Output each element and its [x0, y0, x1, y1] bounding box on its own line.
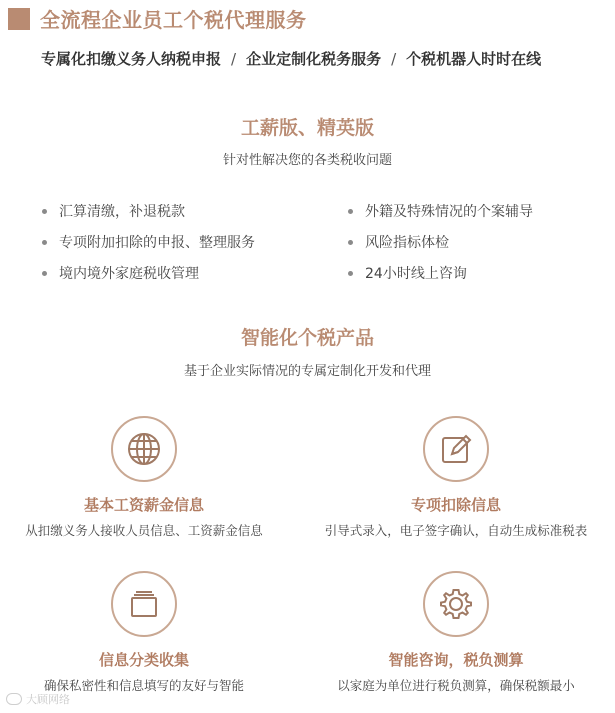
globe-icon — [111, 416, 177, 482]
feature-title: 智能咨询，税负测算 — [388, 651, 524, 669]
subtitle-part-3: 个税机器人时时在线 — [406, 50, 542, 68]
feature-description: 从扣缴义务人接收人员信息、工资薪金信息 — [25, 523, 263, 538]
feature-title: 信息分类收集 — [98, 651, 189, 669]
subtitle-separator: / — [231, 50, 237, 68]
list-item — [348, 196, 533, 227]
section1-subtitle: 针对性解决您的各类税收问题 — [222, 153, 392, 168]
gear-icon — [423, 571, 489, 637]
bullet-dot — [42, 240, 47, 245]
bullet-dot — [348, 240, 353, 245]
watermark — [6, 691, 70, 707]
list-item-text: 专项附加扣除的申报、整理服务 — [59, 234, 255, 251]
subtitle-separator: / — [391, 50, 397, 68]
feature-description: 引导式录入，电子签字确认，自动生成标准税表 — [324, 523, 588, 538]
section1-title: 工薪版、精英版 — [240, 117, 374, 139]
bullet-dot — [348, 209, 353, 214]
list-item — [42, 196, 255, 227]
page-header — [8, 4, 307, 33]
section2-title: 智能化个税产品 — [240, 327, 374, 349]
bullet-column-right — [348, 196, 533, 289]
bullet-dot — [348, 271, 353, 276]
list-item-text: 汇算清缴，补退税款 — [59, 203, 185, 220]
page-title: 全流程企业员工个税代理服务 — [40, 8, 307, 32]
list-item-text: 外籍及特殊情况的个案辅导 — [365, 203, 533, 220]
feature-card-smart-consult — [306, 571, 606, 694]
feature-title: 基本工资薪金信息 — [83, 496, 204, 514]
watermark-text: 大顾网络 — [26, 693, 70, 706]
subtitle-part-2: 企业定制化税务服务 — [246, 50, 382, 68]
feature-card-salary-info — [0, 416, 294, 539]
list-item — [348, 258, 533, 289]
bullet-column-left — [42, 196, 255, 289]
list-item-text: 24小时线上咨询 — [365, 265, 467, 282]
watermark-logo-icon — [6, 693, 22, 705]
feature-description: 以家庭为单位进行税负测算，确保税额最小 — [337, 678, 575, 693]
list-item — [42, 227, 255, 258]
bullet-dot — [42, 209, 47, 214]
folder-icon — [111, 571, 177, 637]
feature-description: 确保私密性和信息填写的友好与智能 — [43, 678, 244, 693]
list-item — [348, 227, 533, 258]
bullet-dot — [42, 271, 47, 276]
edit-icon — [423, 416, 489, 482]
list-item — [42, 258, 255, 289]
section2-subtitle: 基于企业实际情况的专属定制化开发和代理 — [183, 364, 431, 379]
feature-title: 专项扣除信息 — [410, 496, 501, 514]
header-accent-square — [8, 8, 30, 30]
feature-card-deduction-info — [306, 416, 606, 539]
list-item-text: 境内境外家庭税收管理 — [59, 265, 199, 282]
subtitle-part-1: 专属化扣缴义务人纳税申报 — [41, 50, 222, 68]
list-item-text: 风险指标体检 — [365, 234, 449, 251]
page-subtitle — [41, 48, 541, 69]
feature-card-info-collection — [0, 571, 294, 694]
